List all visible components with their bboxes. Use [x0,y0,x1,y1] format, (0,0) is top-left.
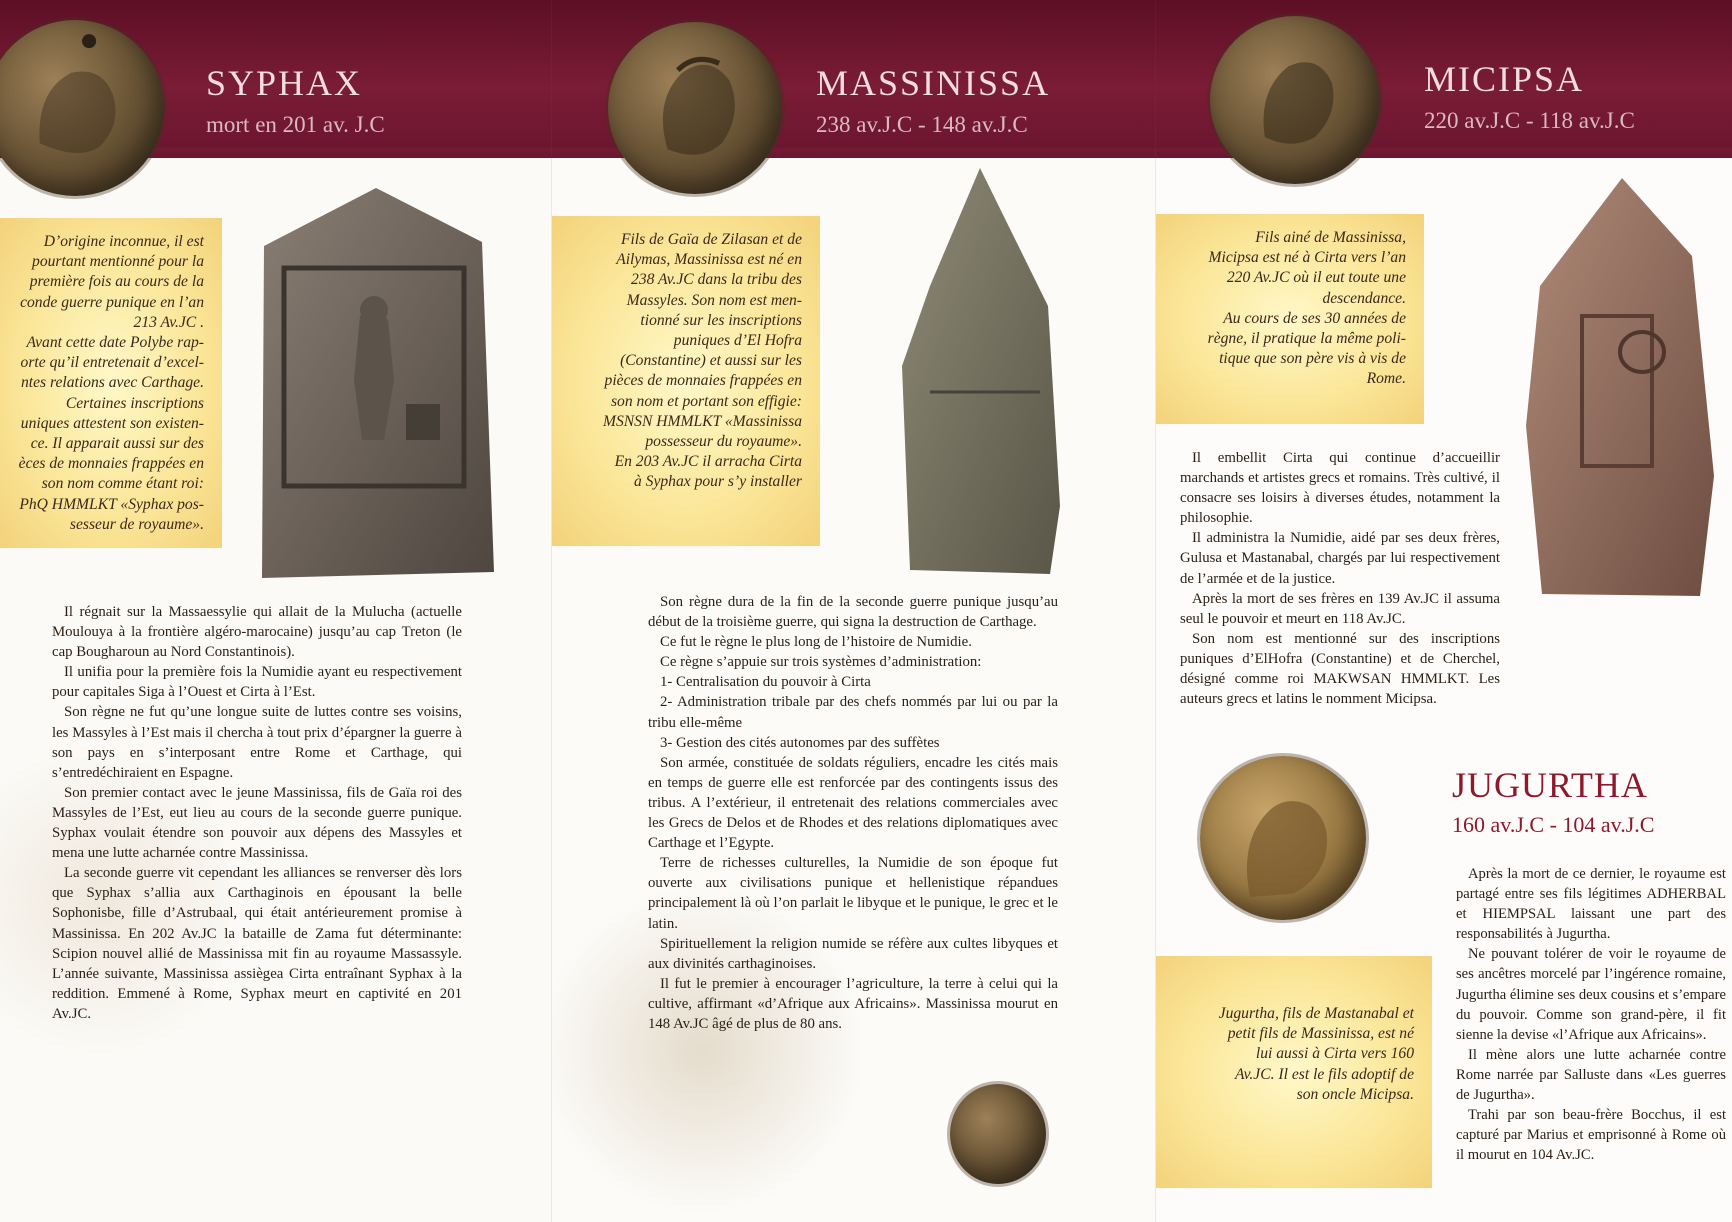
micipsa-quote-line: règne, il pratique la même poli- [1207,330,1406,348]
micipsa-quote-line: Rome. [1366,370,1406,388]
jugurtha-quote-box [1156,956,1432,1188]
massinissa-name: MASSINISSA [816,63,1051,103]
massinissa-coin-image [608,22,782,194]
jugurtha-quote-line: Jugurtha, fils de Mastanabal et [1218,1005,1414,1022]
micipsa-quote-line: Au cours de ses 30 années de [1223,309,1406,327]
syphax-quote-line: orte qu’il entretenait d’excel- [20,354,204,372]
massinissa-body-paragraph: 1- Centralisation du pouvoir à Cirta [660,674,871,691]
micipsa-quote-line: Fils ainé de Massinissa, [1255,229,1406,246]
syphax-quote-line: conde guerre punique en l’an [20,293,204,311]
micipsa-stele-image [1522,176,1718,600]
massinissa-body-paragraph: 3- Gestion des cités autonomes par des suffètes [660,734,940,751]
massinissa-header [816,62,1050,138]
jugurtha-body-paragraph: Après la mort de ce dernier, le royaume est partagé entre ses fils légitimes ADHERBAL et HIEMPSAL laissant une part des responsabilités à Jugurtha. [1456,866,1726,943]
massinissa-quote-line: tionné sur les inscriptions [640,311,802,329]
micipsa-dates: 220 av.J.C - 118 av.J.C [1424,108,1635,133]
massinissa-quote-line: possesseur du royaume». [645,433,802,451]
micipsa-name: MICIPSA [1424,59,1585,99]
syphax-quote-line: première fois au cours de la [29,273,204,291]
syphax-quote-line: Certaines inscriptions [65,394,204,412]
micipsa-quote-line: 220 Av.JC où il eut toute une [1226,269,1406,287]
micipsa-body-paragraph: Il administra la Numidie, aidé par ses deux frères, Gulusa et Mastanabal, chargés par lui respectivement de l’armée et de la justice. [1180,530,1500,587]
syphax-quote-line: D’origine inconnue, il est [43,233,204,250]
jugurtha-body-paragraph: Ne pouvant tolérer de voir le royaume de ses ancêtres morcelé par l’ingérence romaine, Jugurtha élimine ses deux cousins et s’empare du pouvoir. Comme son grand-père, il fit sienne la devise «l’Afrique aux Africains». [1456,946,1726,1043]
syphax-quote-line: uniques attestent son existen- [20,414,204,432]
massinissa-body-paragraph: Son armée, constituée de soldats réguliers, encadre les cités mais en temps de guerre elle est renforcée par des contingents issus des tribus. A l’extérieur, il entretenait des relations commerciales avec les Grecs de Delos et de Rhodes et des relations diplomatiques avec Carthage et l’Egypte. [648,754,1058,852]
micipsa-quote-box [1156,214,1424,424]
micipsa-body-paragraph: Son nom est mentionné sur des inscriptions puniques d’ElHofra (Constantine) et de Cherchel, désigné comme roi MAKWSAN HMMLKT. Les auteurs grecs et latins le nomment Micipsa. [1180,630,1500,708]
jugurtha-medal-image [1200,756,1366,920]
micipsa-quote-line: descendance. [1322,289,1406,307]
massinissa-quote-line: Ailymas, Massinissa est né en [616,251,802,269]
syphax-quote-line: son nom comme étant roi: [41,475,204,493]
massinissa-dates: 238 av.J.C - 148 av.J.C [816,112,1028,137]
massinissa-quote-line: à Syphax pour s’y installer [633,473,802,491]
syphax-body-text [52,602,462,1024]
massinissa-quote-line: son nom et portant son effigie: [610,392,802,410]
massinissa-quote-line: 238 Av.JC dans la tribu des [631,271,802,289]
panel-massinissa [552,0,1156,1222]
jugurtha-quote-line: Av.JC. Il est le fils adoptif de [1234,1065,1414,1083]
massinissa-body-paragraph: Son règne dura de la fin de la seconde guerre punique jusqu’au début de la troisième guerre, qui signa la destruction de Carthage. [648,594,1058,631]
massinissa-quote-box [552,216,820,546]
jugurtha-dates: 160 av.J.C - 104 av.J.C [1452,812,1655,837]
panel-syphax [0,0,552,1222]
massinissa-body-paragraph: 2- Administration tribale par des chefs nommés par lui ou par la tribu elle-même [648,694,1058,731]
micipsa-quote-line: Micipsa est né à Cirta vers l’an [1208,249,1406,267]
syphax-header [206,62,385,138]
syphax-quote-line: 213 Av.JC . [133,313,204,331]
massinissa-quote-line: Massyles. Son nom est men- [626,291,802,309]
syphax-quote-box [0,218,222,548]
syphax-quote-line: Avant cette date Polybe rap- [26,334,204,352]
syphax-quote-line: PhQ HMMLKT «Syphax pos- [19,495,204,513]
syphax-quote-line: ce. Il apparait aussi sur des [30,435,204,453]
syphax-name: SYPHAX [206,63,363,103]
massinissa-body-paragraph: Spirituellement la religion numide se réfère aux cultes libyques et aux divinités carthaginoises. [648,935,1058,972]
massinissa-stele-image [900,166,1064,578]
syphax-dates: mort en 201 av. J.C [206,112,385,137]
micipsa-quote-line: tique que son père vis à vis de [1219,350,1406,368]
micipsa-coin-image [1210,16,1380,184]
syphax-body-paragraph: Il unifia pour la première fois la Numidie ayant eu respectivement pour capitales Siga à l’Ouest et Cirta à l’Est. [52,664,462,701]
syphax-quote-line: èces de monnaies frappées en [18,455,204,473]
syphax-quote-line: ntes relations avec Carthage. [20,374,204,392]
syphax-body-paragraph: Son règne ne fut qu’une longue suite de luttes contre ses voisins, les Massyles à l’Est mais il chercha à tout prix d’épargner la guerre à son pays en s’interposant entre Rome et Carthage, qui s’entredéchiraient en Espagne. [52,704,462,781]
micipsa-body-paragraph: Il embellit Cirta qui continue d’accueillir marchands et artistes grecs et romains. Très cultivé, il consacre ses loisirs à diverses études, notamment la philosophie. [1180,450,1500,527]
massinissa-body-text [648,592,1058,1034]
jugurtha-quote-line: son oncle Micipsa. [1296,1085,1414,1103]
massinissa-quote-line: Fils de Gaïa de Zilasan et de [620,231,802,248]
massinissa-quote-line: (Constantine) et aussi sur les [620,352,802,370]
jugurtha-quote-line: lui aussi à Cirta vers 160 [1255,1045,1414,1063]
panel-micipsa [1156,0,1732,1222]
massinissa-body-paragraph: Ce règne s’appuie sur trois systèmes d’administration: [660,654,982,671]
massinissa-body-paragraph: Terre de richesses culturelles, la Numidie de son époque fut ouverte aux civilisations punique et hellenistique répandues principalement là où l’on parlait le libyque et le punique, le grec et le latin. [648,855,1058,932]
massinissa-quote-line: MSNSN HMMLKT «Massinissa [602,412,802,430]
syphax-stele-image [256,186,496,580]
jugurtha-quote-line: petit fils de Massinissa, est né [1227,1025,1414,1043]
jugurtha-body-paragraph: Il mène alors une lutte acharnée contre Rome narrée par Salluste dans «Les guerres de Jugurtha». [1456,1046,1726,1104]
micipsa-body-text [1180,448,1500,709]
jugurtha-name: JUGURTHA [1452,765,1648,805]
micipsa-header [1424,58,1635,134]
syphax-quote-line: pourtant mentionné pour la [32,253,204,271]
syphax-coin-image [0,20,164,196]
jugurtha-body-text [1456,864,1726,1165]
jugurtha-header [1452,764,1654,838]
massinissa-quote-line: pièces de monnaies frappées en [604,372,802,390]
small-coin-image [950,1084,1046,1184]
syphax-body-paragraph: La seconde guerre vit cependant les alliances se renverser dès lors que Syphax s’allia aux Carthaginois en épousant la belle Sophonisbe, fille d’Astrubaal, qui était antérieurement promise à Massinissa. En 202 Av.JC la bataille de Zama fut déterminante: Scipion nouvel allié de Massinissa mit fin au royaume Massassyle. L’année suivante, Massinissa assiègea Cirta entraînant Syphax à la reddition. Emmené à Rome, Syphax meurt en captivité en 201 Av.JC. [52,865,462,1022]
syphax-body-paragraph: Son premier contact avec le jeune Massinissa, fils de Gaïa roi des Massyles de l’Est, eut lieu au cours de la seconde guerre punique. Syphax voulait étendre son pouvoir aux dépens des Massyles et mena une lutte acharnée contre Massinissa. [52,784,462,862]
jugurtha-body-paragraph: Trahi par son beau-frère Bocchus, il est capturé par Marius et emprisonné à Rome où il mourut en 104 Av.JC. [1456,1107,1726,1164]
micipsa-body-paragraph: Après la mort de ses frères en 139 Av.JC il assuma seul le pouvoir et meurt en 118 Av.JC. [1180,590,1500,627]
massinissa-body-paragraph: Ce fut le règne le plus long de l’histoire de Numidie. [660,634,972,651]
massinissa-quote-line: puniques d’El Hofra [673,332,802,350]
massinissa-quote-line: En 203 Av.JC il arracha Cirta [614,453,802,471]
syphax-body-paragraph: Il régnait sur la Massaessylie qui allait de la Mulucha (actuelle Moulouya à la frontière algéro-marocaine) jusqu’au cap Treton (le cap Bougharoun au Nord Constantinois). [52,604,462,661]
syphax-quote-line: sesseur de royaume». [69,515,204,533]
massinissa-body-paragraph: Il fut le premier à encourager l’agriculture, la terre à celui qui la cultive, affirmant «d’Afrique aux Africains». Massinissa mourut en 148 Av.JC âgé de plus de 80 ans. [648,975,1058,1032]
